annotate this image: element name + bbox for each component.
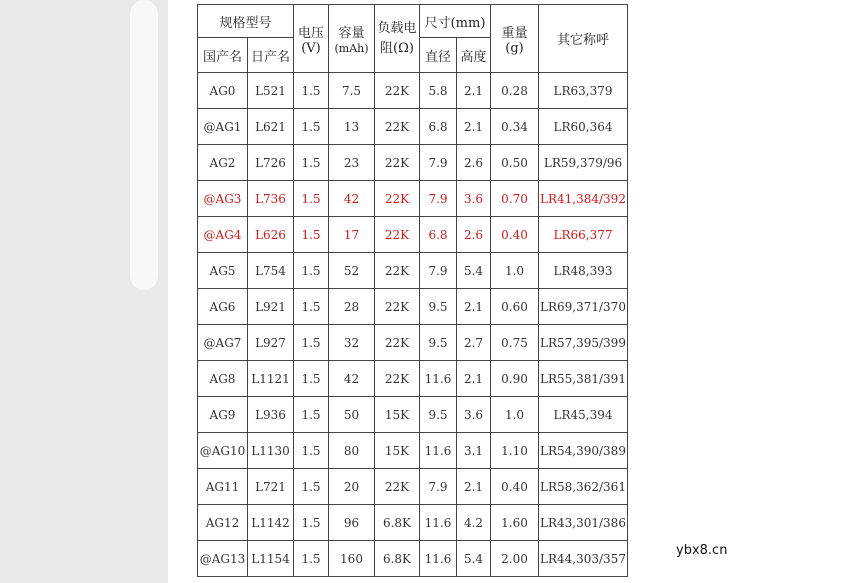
table-row: [198, 505, 628, 541]
cell-national: @AG10: [198, 433, 248, 469]
cell-national: @AG1: [198, 109, 248, 145]
cell-capacity: 52: [329, 253, 375, 289]
cell-voltage: 1.5: [294, 361, 329, 397]
header-voltage: [294, 5, 329, 73]
cell-load: 22K: [375, 73, 420, 109]
cell-diameter: 6.8: [420, 217, 457, 253]
cell-national: AG5: [198, 253, 248, 289]
cell-weight: 0.34: [491, 109, 539, 145]
cell-japanese: L927: [248, 325, 294, 361]
cell-capacity: 50: [329, 397, 375, 433]
cell-height: 2.6: [457, 217, 491, 253]
cell-diameter: 7.9: [420, 253, 457, 289]
header-capacity-title: 容量: [338, 25, 365, 41]
cell-height: 2.1: [457, 289, 491, 325]
cell-diameter: 9.5: [420, 397, 457, 433]
cell-diameter: 9.5: [420, 325, 457, 361]
header-capacity: [329, 5, 375, 73]
cell-load: 22K: [375, 145, 420, 181]
cell-height: 5.4: [457, 541, 491, 577]
cell-national: AG8: [198, 361, 248, 397]
cell-weight: 0.70: [491, 181, 539, 217]
cell-japanese: L1154: [248, 541, 294, 577]
cell-weight: 0.28: [491, 73, 539, 109]
cell-weight: 2.00: [491, 541, 539, 577]
cell-weight: 1.0: [491, 253, 539, 289]
cell-national: AG2: [198, 145, 248, 181]
table-row: [198, 541, 628, 577]
cell-load: 6.8K: [375, 541, 420, 577]
cell-other: LR54,390/389: [539, 433, 628, 469]
cell-national: @AG7: [198, 325, 248, 361]
cell-weight: 0.75: [491, 325, 539, 361]
cell-voltage: 1.5: [294, 505, 329, 541]
table-row: [198, 469, 628, 505]
cell-diameter: 7.9: [420, 469, 457, 505]
cell-other: LR55,381/391: [539, 361, 628, 397]
cell-japanese: L1121: [248, 361, 294, 397]
table-body: [198, 73, 628, 577]
cell-voltage: 1.5: [294, 217, 329, 253]
decorative-stripe: [130, 0, 158, 290]
header-voltage-unit: (V): [301, 40, 321, 56]
cell-height: 3.6: [457, 181, 491, 217]
cell-voltage: 1.5: [294, 109, 329, 145]
cell-load: 22K: [375, 325, 420, 361]
cell-japanese: L936: [248, 397, 294, 433]
watermark-text: ybx8.cn: [676, 543, 728, 558]
cell-other: LR57,395/399: [539, 325, 628, 361]
cell-japanese: L621: [248, 109, 294, 145]
cell-capacity: 17: [329, 217, 375, 253]
header-load-resistance-label: 负载电阻(Ω): [377, 20, 417, 56]
cell-other: LR60,364: [539, 109, 628, 145]
cell-voltage: 1.5: [294, 325, 329, 361]
cell-height: 3.6: [457, 397, 491, 433]
cell-capacity: 32: [329, 325, 375, 361]
cell-other: LR58,362/361: [539, 469, 628, 505]
cell-japanese: L521: [248, 73, 294, 109]
cell-capacity: 160: [329, 541, 375, 577]
cell-height: 3.1: [457, 433, 491, 469]
cell-japanese: L726: [248, 145, 294, 181]
cell-japanese: L1130: [248, 433, 294, 469]
cell-diameter: 9.5: [420, 289, 457, 325]
cell-voltage: 1.5: [294, 145, 329, 181]
cell-load: 22K: [375, 181, 420, 217]
table-row: [198, 361, 628, 397]
cell-weight: 1.60: [491, 505, 539, 541]
cell-other: LR43,301/386: [539, 505, 628, 541]
cell-national: @AG4: [198, 217, 248, 253]
cell-capacity: 7.5: [329, 73, 375, 109]
cell-national: @AG3: [198, 181, 248, 217]
cell-voltage: 1.5: [294, 397, 329, 433]
header-load-resistance: [375, 5, 420, 73]
battery-spec-table-container: [197, 4, 628, 577]
cell-other: LR41,384/392: [539, 181, 628, 217]
table-row: [198, 253, 628, 289]
left-background-panel: [0, 0, 168, 583]
header-voltage-title: 电压: [297, 25, 324, 41]
cell-japanese: L626: [248, 217, 294, 253]
cell-load: 15K: [375, 397, 420, 433]
cell-diameter: 5.8: [420, 73, 457, 109]
cell-load: 22K: [375, 109, 420, 145]
header-weight: [491, 5, 539, 73]
cell-other: LR48,393: [539, 253, 628, 289]
cell-diameter: 11.6: [420, 541, 457, 577]
table-row: [198, 433, 628, 469]
table-row: [198, 289, 628, 325]
cell-japanese: L754: [248, 253, 294, 289]
header-height: 高度: [457, 38, 491, 73]
cell-load: 6.8K: [375, 505, 420, 541]
header-model-group: 规格型号: [198, 5, 294, 38]
cell-capacity: 80: [329, 433, 375, 469]
cell-diameter: 7.9: [420, 145, 457, 181]
cell-load: 22K: [375, 217, 420, 253]
cell-height: 2.1: [457, 109, 491, 145]
cell-voltage: 1.5: [294, 289, 329, 325]
cell-other: LR63,379: [539, 73, 628, 109]
table-row: [198, 181, 628, 217]
cell-height: 2.1: [457, 469, 491, 505]
header-capacity-unit: (mAh): [334, 41, 369, 55]
table-row: [198, 145, 628, 181]
header-national-name: 国产名: [198, 38, 248, 73]
cell-other: LR44,303/357: [539, 541, 628, 577]
cell-height: 4.2: [457, 505, 491, 541]
cell-capacity: 96: [329, 505, 375, 541]
cell-capacity: 42: [329, 361, 375, 397]
cell-other: LR69,371/370: [539, 289, 628, 325]
cell-national: AG11: [198, 469, 248, 505]
cell-load: 15K: [375, 433, 420, 469]
cell-load: 22K: [375, 289, 420, 325]
cell-weight: 0.90: [491, 361, 539, 397]
cell-height: 5.4: [457, 253, 491, 289]
header-weight-title: 重量: [501, 25, 528, 41]
cell-national: AG0: [198, 73, 248, 109]
cell-weight: 0.60: [491, 289, 539, 325]
cell-other: LR45,394: [539, 397, 628, 433]
cell-height: 2.7: [457, 325, 491, 361]
cell-national: AG6: [198, 289, 248, 325]
cell-national: AG9: [198, 397, 248, 433]
table-row: [198, 325, 628, 361]
cell-other: LR66,377: [539, 217, 628, 253]
cell-capacity: 13: [329, 109, 375, 145]
cell-load: 22K: [375, 253, 420, 289]
cell-national: @AG13: [198, 541, 248, 577]
cell-weight: 0.40: [491, 217, 539, 253]
cell-diameter: 11.6: [420, 361, 457, 397]
header-size-group: 尺寸(mm): [420, 5, 491, 38]
cell-capacity: 23: [329, 145, 375, 181]
cell-capacity: 20: [329, 469, 375, 505]
header-diameter: 直径: [420, 38, 457, 73]
cell-voltage: 1.5: [294, 73, 329, 109]
cell-japanese: L736: [248, 181, 294, 217]
cell-capacity: 42: [329, 181, 375, 217]
cell-weight: 1.0: [491, 397, 539, 433]
cell-diameter: 11.6: [420, 433, 457, 469]
cell-japanese: L1142: [248, 505, 294, 541]
cell-weight: 0.50: [491, 145, 539, 181]
cell-voltage: 1.5: [294, 541, 329, 577]
battery-spec-table: [197, 4, 628, 577]
cell-voltage: 1.5: [294, 253, 329, 289]
cell-japanese: L721: [248, 469, 294, 505]
cell-height: 2.1: [457, 73, 491, 109]
table-row: [198, 73, 628, 109]
cell-load: 22K: [375, 469, 420, 505]
header-japanese-name: 日产名: [248, 38, 294, 73]
cell-height: 2.6: [457, 145, 491, 181]
table-row: [198, 397, 628, 433]
cell-japanese: L921: [248, 289, 294, 325]
cell-voltage: 1.5: [294, 181, 329, 217]
table-row: [198, 109, 628, 145]
cell-height: 2.1: [457, 361, 491, 397]
cell-diameter: 6.8: [420, 109, 457, 145]
header-weight-unit: (g): [505, 40, 524, 56]
cell-capacity: 28: [329, 289, 375, 325]
cell-national: AG12: [198, 505, 248, 541]
cell-voltage: 1.5: [294, 433, 329, 469]
header-other-names: 其它称呼: [539, 5, 628, 73]
cell-weight: 1.10: [491, 433, 539, 469]
cell-other: LR59,379/96: [539, 145, 628, 181]
cell-weight: 0.40: [491, 469, 539, 505]
cell-load: 22K: [375, 361, 420, 397]
cell-voltage: 1.5: [294, 469, 329, 505]
cell-diameter: 7.9: [420, 181, 457, 217]
table-row: [198, 217, 628, 253]
cell-diameter: 11.6: [420, 505, 457, 541]
